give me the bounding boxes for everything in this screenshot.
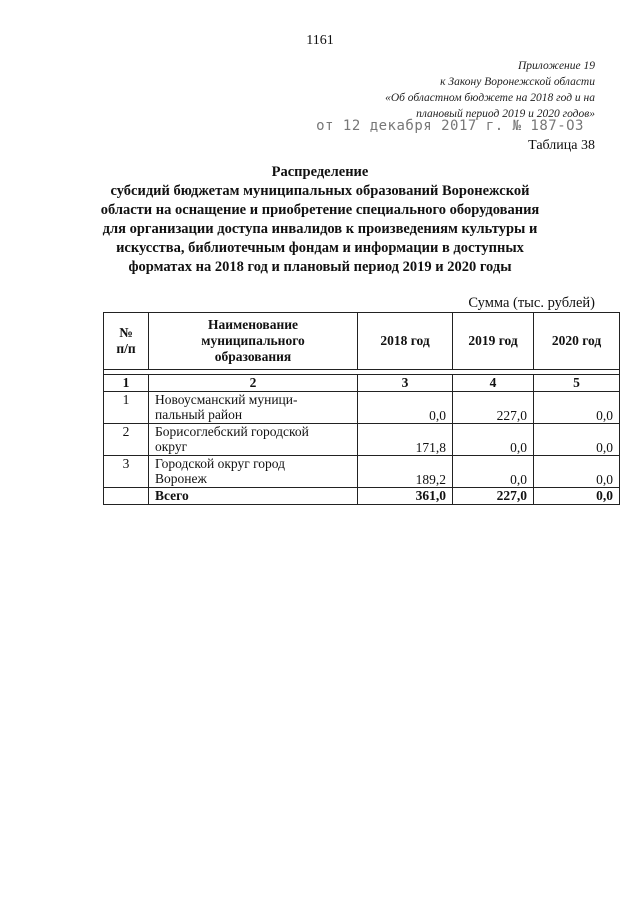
row-number: 1 [104, 392, 149, 424]
column-number: 4 [453, 375, 534, 392]
table-row [104, 456, 620, 488]
header-municipality-line: Наименование [208, 317, 298, 332]
title-line: субсидий бюджетам муниципальных образований Воронежской [110, 183, 530, 199]
title-line: искусства, библиотечным фондам и информации в доступных [116, 240, 524, 256]
column-number: 2 [149, 375, 358, 392]
value-2019: 0,0 [453, 456, 534, 488]
table-row [104, 392, 620, 424]
value-2020: 0,0 [534, 392, 620, 424]
appendix-line: плановый период 2019 и 2020 годов» [416, 108, 595, 120]
header-number-line: № [119, 325, 133, 340]
header-municipality [149, 313, 358, 370]
total-2020: 0,0 [534, 488, 620, 505]
value-2018: 171,8 [358, 424, 453, 456]
title-line: для организации доступа инвалидов к произведениям культуры и [102, 221, 538, 237]
total-2019: 227,0 [453, 488, 534, 505]
table-label: Таблица 38 [528, 138, 595, 153]
value-2019: 227,0 [453, 392, 534, 424]
header-number-line: п/п [116, 341, 136, 356]
municipality-name [149, 456, 358, 488]
value-2018: 189,2 [358, 456, 453, 488]
value-2020: 0,0 [534, 424, 620, 456]
total-2018: 361,0 [358, 488, 453, 505]
municipality-name [149, 424, 358, 456]
municipality-name-line: Городской округ город [155, 456, 286, 471]
municipality-name-line: Новоусманский муници- [155, 392, 298, 407]
table-row [104, 424, 620, 456]
total-empty-cell [104, 488, 149, 505]
title-line: Распределение [271, 164, 369, 180]
appendix-line: «Об областном бюджете на 2018 год и на [385, 92, 595, 104]
municipality-name [149, 392, 358, 424]
subsidy-table [103, 312, 620, 505]
appendix-line: к Закону Воронежской области [440, 76, 595, 88]
units-label: Сумма (тыс. рублей) [468, 295, 595, 311]
value-2018: 0,0 [358, 392, 453, 424]
column-number-row [104, 375, 620, 392]
header-2019: 2019 год [453, 313, 534, 370]
appendix-reference [275, 58, 595, 122]
column-number: 5 [534, 375, 620, 392]
total-label: Всего [149, 488, 358, 505]
municipality-name-line: Воронеж [155, 471, 207, 486]
value-2019: 0,0 [453, 424, 534, 456]
header-2018: 2018 год [358, 313, 453, 370]
municipality-name-line: пальный район [155, 407, 243, 422]
document-title [96, 163, 544, 277]
table-header-row [104, 313, 620, 370]
title-line: области на оснащение и приобретение специального оборудования [100, 202, 540, 218]
appendix-line: Приложение 19 [517, 60, 595, 72]
law-date-stamp: от 12 декабря 2017 г. № 187-ОЗ [316, 118, 584, 134]
municipality-name-line: Борисоглебский городской [155, 424, 309, 439]
total-row [104, 488, 620, 505]
column-number: 1 [104, 375, 149, 392]
row-number: 2 [104, 424, 149, 456]
header-municipality-line: образования [214, 349, 292, 364]
value-2020: 0,0 [534, 456, 620, 488]
municipality-name-line: округ [155, 439, 188, 454]
header-municipality-line: муниципального [201, 333, 305, 348]
header-2020: 2020 год [534, 313, 620, 370]
page-number: 1161 [306, 33, 334, 48]
header-number [104, 313, 149, 370]
column-number: 3 [358, 375, 453, 392]
row-number: 3 [104, 456, 149, 488]
title-line: форматах на 2018 год и плановый период 2019 и 2020 годы [128, 259, 512, 275]
